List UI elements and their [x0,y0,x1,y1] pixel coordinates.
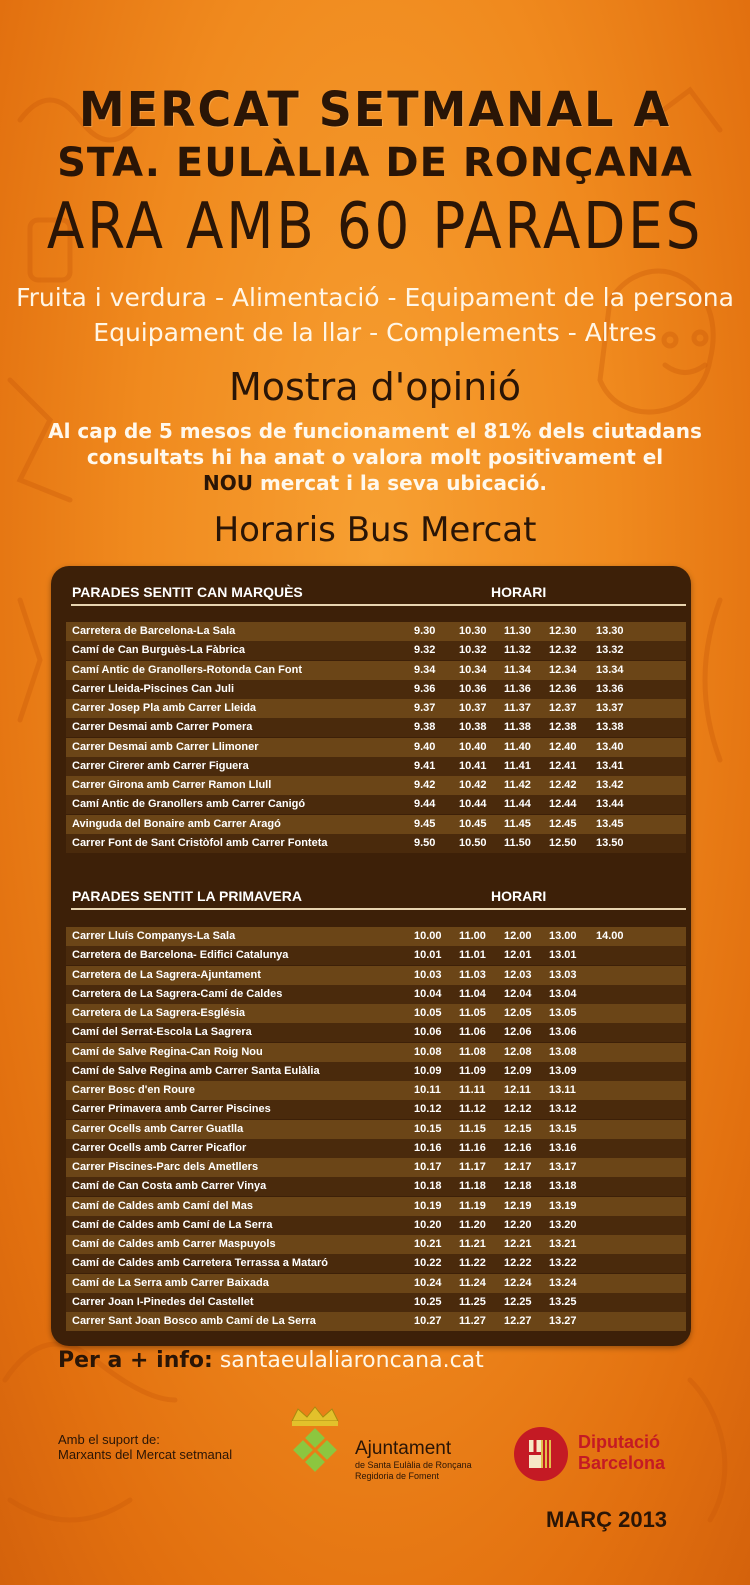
departure-time: 9.45 [414,817,436,830]
departure-time: 11.11 [459,1084,486,1096]
table-row [66,1177,686,1196]
departure-time: 12.19 [504,1199,532,1212]
departure-time: 10.41 [459,759,487,772]
departure-time: 11.16 [459,1141,486,1154]
table-row [66,985,686,1004]
departure-time: 13.25 [549,1295,577,1308]
departure-time: 12.12 [504,1103,532,1116]
departure-time: 13.34 [596,663,624,676]
stop-name: Carretera de La Sagrera-Església [72,1007,246,1019]
departure-time: 12.40 [549,740,577,753]
departure-time: 11.04 [459,987,486,1000]
table-row [66,1081,686,1100]
departure-time: 13.00 [549,930,577,942]
departure-time: 13.16 [549,1141,577,1154]
departure-time: 12.32 [549,644,577,657]
departure-time: 10.17 [414,1161,442,1173]
departure-time: 12.38 [549,721,577,734]
departure-time: 13.21 [549,1238,577,1250]
departure-time: 13.40 [596,740,624,753]
ajuntament-sub-2: Regidoria de Foment [355,1471,440,1481]
departure-time: 13.15 [549,1122,577,1135]
departure-time: 11.12 [459,1103,486,1116]
stop-name: Carrer Ocells amb Carrer Picaflor [72,1141,247,1154]
departure-time: 13.04 [549,987,577,1000]
table-row [66,1235,686,1254]
departure-time: 10.20 [414,1218,442,1231]
departure-time: 11.27 [459,1315,486,1327]
departure-time: 9.30 [414,625,436,637]
departure-time: 11.08 [459,1045,486,1058]
departure-time: 10.06 [414,1026,442,1039]
departure-time: 13.41 [596,759,624,772]
departure-time: 13.36 [596,682,624,695]
departure-time: 9.42 [414,779,436,791]
departure-time: 9.37 [414,702,436,714]
stop-name: Carrer Piscines-Parc dels Ametllers [72,1161,259,1173]
departure-time: 10.27 [414,1315,442,1327]
departure-time: 13.20 [549,1218,577,1231]
section1-times-heading: HORARI [491,584,547,600]
stop-name: Avinguda del Bonaire amb Carrer Aragó [72,817,281,830]
departure-time: 10.01 [414,949,442,962]
departure-time: 12.15 [504,1122,532,1135]
stop-name: Carretera de La Sagrera-Ajuntament [72,968,261,981]
departure-time: 11.45 [504,817,531,830]
diputacio-logo-icon [513,1426,569,1482]
departure-time: 13.01 [549,949,577,962]
departure-time: 10.22 [414,1257,442,1270]
stop-name: Carrer Ocells amb Carrer Guatlla [72,1122,244,1135]
section1-header [71,582,686,606]
departure-time: 10.03 [414,968,442,981]
departure-time: 9.41 [414,759,436,772]
title-line-3: ARA AMB 60 PARADES [46,190,704,264]
departure-time: 11.20 [459,1218,486,1231]
survey-text [0,418,750,496]
more-info [58,1348,484,1373]
departure-time: 10.50 [459,836,487,849]
survey-text-line-1: Al cap de 5 mesos de funcionament el 81% dels ciutadans [48,419,702,443]
departure-time: 10.44 [459,798,487,811]
table-row [66,1274,686,1293]
more-info-link[interactable]: santaeulaliaroncana.cat [219,1348,484,1373]
departure-time: 10.00 [414,930,442,942]
departure-time: 9.36 [414,682,436,695]
stop-name: Camí de Caldes amb Carretera Terrassa a Mataró [72,1257,328,1270]
departure-time: 11.40 [504,740,531,753]
departure-time: 10.25 [414,1295,442,1308]
departure-time: 11.38 [504,721,531,734]
departure-time: 12.44 [549,798,577,811]
categories-line-1: Fruita i verdura - Alimentació - Equipament de la persona [16,283,734,312]
departure-time: 10.34 [459,663,487,676]
stop-name: Camí de Salve Regina-Can Roig Nou [72,1045,263,1058]
departure-time: 10.32 [459,644,487,657]
departure-time: 11.50 [504,836,531,849]
table-row [66,680,686,699]
departure-time: 14.00 [596,930,624,942]
departure-time: 12.09 [504,1064,532,1077]
departure-time: 11.22 [459,1257,486,1270]
stop-name: Camí de Can Costa amb Carrer Vinya [72,1180,267,1193]
departure-time: 12.36 [549,682,577,695]
departure-time: 10.36 [459,682,487,695]
departure-time: 12.08 [504,1045,532,1058]
departure-time: 12.27 [504,1315,532,1327]
departure-time: 10.08 [414,1045,442,1058]
departure-time: 12.24 [504,1276,532,1289]
departure-time: 13.12 [549,1103,577,1116]
departure-time: 11.05 [459,1007,486,1019]
departure-time: 9.38 [414,721,436,734]
stop-name: Carrer Desmai amb Carrer Pomera [72,721,253,734]
survey-text-line-3 [0,470,750,496]
diputacio-text [578,1432,665,1474]
table-row [66,661,686,680]
departure-time: 10.21 [414,1238,442,1250]
departure-time: 11.34 [504,663,531,676]
ajuntament-logo-icon [280,1405,350,1485]
departure-time: 10.05 [414,1007,442,1019]
title-line-2: STA. EULÀLIA DE RONÇANA [57,140,693,186]
departure-time: 12.25 [504,1295,532,1308]
section2-heading: PARADES SENTIT LA PRIMAVERA [72,888,302,904]
departure-time: 10.15 [414,1122,442,1135]
departure-time: 12.00 [504,930,532,942]
departure-time: 13.03 [549,968,577,981]
departure-time: 12.06 [504,1026,532,1039]
departure-time: 11.32 [504,644,531,657]
departure-time: 12.34 [549,663,577,676]
departure-time: 13.42 [596,779,624,791]
departure-time: 13.30 [596,625,624,637]
departure-time: 12.01 [504,949,532,962]
departure-time: 12.11 [504,1084,531,1096]
stop-name: Camí de Salve Regina amb Carrer Santa Eulàlia [72,1064,320,1077]
departure-time: 12.17 [504,1161,532,1173]
departure-time: 13.08 [549,1045,577,1058]
departure-time: 9.40 [414,740,436,753]
table-row [66,1293,686,1312]
support-line-2: Marxants del Mercat setmanal [58,1447,233,1462]
departure-time: 11.01 [459,949,486,962]
stop-name: Carrer Cirerer amb Carrer Figuera [72,759,249,772]
table-row [66,738,686,757]
table-row [66,718,686,737]
departure-time: 11.36 [504,682,531,695]
survey-text-line-2: consultats hi ha anat o valora molt positivament el [86,445,664,469]
departure-time: 11.09 [459,1064,486,1077]
departure-time: 13.09 [549,1064,577,1077]
departure-time: 10.11 [414,1084,441,1096]
stop-name: Camí de Caldes amb Camí del Mas [72,1199,253,1212]
departure-time: 12.41 [549,759,577,772]
stop-name: Carrer Girona amb Carrer Ramon Llull [72,779,272,791]
departure-time: 12.04 [504,987,532,1000]
departure-time: 9.50 [414,836,436,849]
support-line-1: Amb el suport de: [58,1432,160,1447]
departure-time: 13.37 [596,702,624,714]
date-label: MARÇ 2013 [546,1507,668,1532]
departure-time: 12.37 [549,702,577,714]
survey-highlight: NOU [203,471,253,495]
departure-time: 12.03 [504,968,532,981]
departure-time: 11.17 [459,1161,486,1173]
stop-name: Carrer Bosc d'en Roure [72,1084,196,1096]
categories-line-2: Equipament de la llar - Complements - Altres [93,318,657,347]
departure-time: 12.50 [549,836,577,849]
departure-time: 13.45 [596,817,624,830]
support-text [58,1432,232,1462]
section1-heading: PARADES SENTIT CAN MARQUÈS [72,584,303,600]
table-row [66,834,686,853]
table-row [66,641,686,660]
table-row [66,795,686,814]
stop-name: Carrer Josep Pla amb Carrer Lleida [72,702,257,714]
departure-time: 12.21 [504,1238,532,1250]
departure-time: 13.17 [549,1161,577,1173]
table-row [66,966,686,985]
departure-time: 13.06 [549,1026,577,1039]
departure-time: 10.30 [459,625,487,637]
section2-header [71,886,686,910]
departure-time: 13.44 [596,798,624,811]
table-row [66,1100,686,1119]
schedule-panel [51,566,691,1346]
departure-time: 10.38 [459,721,487,734]
departure-time: 11.44 [504,798,531,811]
table-row [66,622,686,641]
title-line-1: MERCAT SETMANAL A [78,80,672,138]
bus-schedule-title: Horaris Bus Mercat [213,510,537,550]
table-row [66,1216,686,1235]
departure-time: 10.45 [459,817,487,830]
departure-time: 10.24 [414,1276,442,1289]
ajuntament-name: Ajuntament [355,1438,452,1459]
departure-time: 13.22 [549,1257,577,1270]
stop-name: Carrer Primavera amb Carrer Piscines [72,1103,271,1116]
departure-time: 9.34 [414,663,436,676]
departure-time: 11.00 [459,930,486,942]
stop-name: Carrer Desmai amb Carrer Llimoner [72,740,259,753]
table-row [66,1120,686,1139]
departure-time: 13.38 [596,721,624,734]
departure-time: 13.05 [549,1007,577,1019]
table-row [66,815,686,834]
table-row [66,946,686,965]
stop-name: Carrer Font de Sant Cristòfol amb Carrer Fonteta [72,836,328,849]
departure-time: 11.25 [459,1295,486,1308]
table-row [66,1004,686,1023]
more-info-label: Per a + info: [58,1348,213,1373]
departure-time: 12.20 [504,1218,532,1231]
stop-name: Carrer Lleida-Piscines Can Juli [72,682,235,695]
stop-name: Carretera de Barcelona-La Sala [72,625,236,637]
departure-time: 12.22 [504,1257,532,1270]
departure-time: 12.45 [549,817,577,830]
departure-time: 13.50 [596,836,624,849]
departure-time: 12.18 [504,1180,532,1193]
departure-time: 11.42 [504,779,531,791]
departure-time: 10.40 [459,740,487,753]
survey-text-line-3-rest: mercat i la seva ubicació. [252,471,547,495]
stop-name: Camí de Can Burguès-La Fàbrica [72,644,245,657]
departure-time: 11.15 [459,1122,486,1135]
table-row [66,1023,686,1042]
departure-time: 11.18 [459,1180,486,1193]
ajuntament-sub-1: de Santa Eulàlia de Ronçana [355,1460,472,1470]
stop-name: Carrer Sant Joan Bosco amb Camí de La Serra [72,1315,316,1327]
departure-time: 11.06 [459,1026,486,1039]
table-row [66,1197,686,1216]
section2-times-heading: HORARI [491,888,547,904]
departure-time: 10.37 [459,702,487,714]
departure-time: 13.11 [549,1084,576,1096]
departure-time: 13.27 [549,1315,577,1327]
departure-time: 10.09 [414,1064,442,1077]
diputacio-line-2: Barcelona [578,1453,666,1473]
stop-name: Camí de La Serra amb Carrer Baixada [72,1276,269,1289]
stop-name: Camí de Caldes amb Carrer Maspuyols [72,1238,276,1250]
stop-name: Camí Antic de Granollers amb Carrer Canigó [72,798,306,811]
stop-name: Carretera de Barcelona- Edifici Catalunya [72,949,289,962]
departure-time: 12.42 [549,779,577,791]
table-row [66,1254,686,1273]
departure-time: 12.16 [504,1141,532,1154]
stop-name: Camí Antic de Granollers-Rotonda Can Font [72,663,302,676]
departure-time: 12.05 [504,1007,532,1019]
departure-time: 11.41 [504,759,531,772]
departure-time: 10.18 [414,1180,442,1193]
table-row [66,1062,686,1081]
table-row [66,927,686,946]
departure-time: 13.18 [549,1180,577,1193]
departure-time: 10.04 [414,987,442,1000]
table-row [66,699,686,718]
stop-name: Camí del Serrat-Escola La Sagrera [72,1026,252,1039]
table-row [66,757,686,776]
table-row [66,1312,686,1331]
departure-time: 11.37 [504,702,531,714]
departure-time: 10.42 [459,779,487,791]
departure-time: 13.24 [549,1276,577,1289]
departure-time: 10.16 [414,1141,442,1154]
table-row [66,1158,686,1177]
departure-time: 9.44 [414,798,436,811]
departure-time: 11.21 [459,1238,486,1250]
departure-time: 10.19 [414,1199,442,1212]
ajuntament-text [355,1438,472,1482]
survey-title: Mostra d'opinió [228,365,522,409]
departure-time: 12.30 [549,625,577,637]
departure-time: 9.32 [414,644,436,657]
stop-name: Carrer Lluís Companys-La Sala [72,930,236,942]
departure-time: 13.32 [596,644,624,657]
departure-time: 11.19 [459,1199,486,1212]
departure-time: 11.24 [459,1276,486,1289]
stop-name: Camí de Caldes amb Camí de La Serra [72,1218,273,1231]
departure-time: 13.19 [549,1199,577,1212]
table-row [66,1043,686,1062]
departure-time: 11.03 [459,968,486,981]
departure-time: 11.30 [504,625,531,637]
departure-time: 10.12 [414,1103,442,1116]
table-row [66,1139,686,1158]
stop-name: Carrer Joan I-Pinedes del Castellet [72,1295,254,1308]
diputacio-line-1: Diputació [578,1432,661,1452]
stop-name: Carretera de La Sagrera-Camí de Caldes [72,987,283,1000]
table-row [66,776,686,795]
